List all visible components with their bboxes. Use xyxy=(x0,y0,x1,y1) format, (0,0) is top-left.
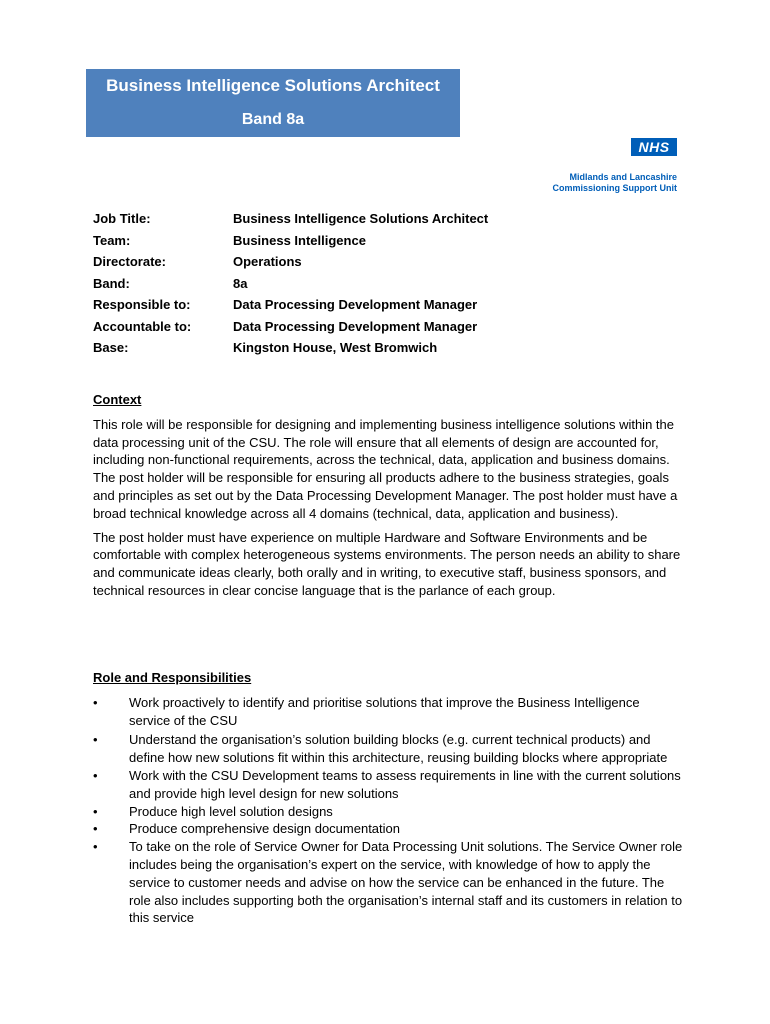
detail-row xyxy=(93,230,488,252)
list-item-text: Work proactively to identify and prioritise solutions that improve the Business Intelligence service of the CSU xyxy=(129,694,640,728)
bullet-icon: • xyxy=(93,694,98,710)
list-item xyxy=(93,731,683,767)
detail-row xyxy=(93,208,488,230)
org-name-line1: Midlands and Lancashire xyxy=(569,172,677,182)
detail-label: Accountable to: xyxy=(93,318,192,334)
detail-value: 8a xyxy=(233,275,248,291)
detail-row xyxy=(93,273,488,295)
list-item xyxy=(93,694,683,730)
detail-value: Business Intelligence Solutions Architect xyxy=(233,211,489,226)
nhs-logo: NHS xyxy=(631,138,677,156)
job-details xyxy=(93,208,488,359)
detail-label: Directorate: xyxy=(93,254,166,269)
list-item-text: Produce high level solution designs xyxy=(129,803,333,819)
detail-label: Responsible to: xyxy=(93,297,191,312)
bullet-icon: • xyxy=(93,821,98,837)
detail-row xyxy=(93,294,488,316)
detail-value: Data Processing Development Manager xyxy=(233,318,478,334)
roles-list xyxy=(93,694,683,927)
roles-heading: Role and Responsibilities xyxy=(93,670,252,685)
detail-label: Band: xyxy=(93,275,130,291)
detail-value: Kingston House, West Bromwich xyxy=(233,340,438,355)
bullet-icon: • xyxy=(93,839,98,855)
detail-row xyxy=(93,251,488,273)
detail-value: Business Intelligence xyxy=(233,232,366,248)
title-banner xyxy=(86,69,460,137)
detail-value: Data Processing Development Manager xyxy=(233,297,478,312)
org-name-line2: Commissioning Support Unit xyxy=(552,183,677,193)
list-item xyxy=(93,838,683,927)
context-paragraph-2: The post holder must have experience on multiple Hardware and Software Environments and be comfortable with complex heterogeneous systems environments. The person needs an ability to share and communicate ideas clearly, both orally and in writing, to executive staff, business sponsors, and technical resources in clear concise language that is the parlance of each group. xyxy=(93,529,681,598)
detail-row xyxy=(93,337,488,359)
roles-section xyxy=(93,669,683,927)
context-section xyxy=(93,391,683,600)
detail-row xyxy=(93,316,488,338)
list-item-text: Produce comprehensive design documentation xyxy=(129,821,401,837)
list-item-text: Work with the CSU Development teams to assess requirements in line with the current solutions and provide high level design for new solutions xyxy=(129,767,681,801)
list-item-text: To take on the role of Service Owner for Data Processing Unit solutions. The Service Owner role includes being the organisation’s expert on the service, with knowledge of how to apply the service to customer needs and advise on how the service can be enhanced in the future. The role also includes supporting both the organisation’s internal staff and its customers in relation to this service xyxy=(129,839,683,926)
context-paragraph-1: This role will be responsible for designing and implementing business intelligence solutions within the data processing unit of the CSU. The role will ensure that all elements of design are accounted for, including non-functional requirements, across the technical, data, application and business domains. The post holder will be responsible for ensuring all products adhere to the business strategies, goals and principles as set out by the Data Processing Development Manager. The post holder must have a broad technical knowledge across all 4 domains (technical, data, application and business). xyxy=(93,416,678,521)
detail-label: Job Title: xyxy=(93,211,151,226)
list-item xyxy=(93,767,683,803)
list-item xyxy=(93,820,683,838)
detail-label: Base: xyxy=(93,340,129,355)
detail-value: Operations xyxy=(233,254,302,269)
bullet-icon: • xyxy=(93,732,98,748)
bullet-icon: • xyxy=(93,803,98,819)
job-title-heading: Business Intelligence Solutions Architect xyxy=(106,76,440,95)
list-item xyxy=(93,803,683,821)
context-heading: Context xyxy=(93,392,142,407)
list-item-text: Understand the organisation’s solution building blocks (e.g. current technical products) and define how new solutions fit within this architecture, reusing building blocks where appropriate xyxy=(129,732,668,766)
org-name xyxy=(553,172,678,194)
bullet-icon: • xyxy=(93,767,98,783)
detail-label: Team: xyxy=(93,232,131,248)
band-heading: Band 8a xyxy=(241,111,305,128)
